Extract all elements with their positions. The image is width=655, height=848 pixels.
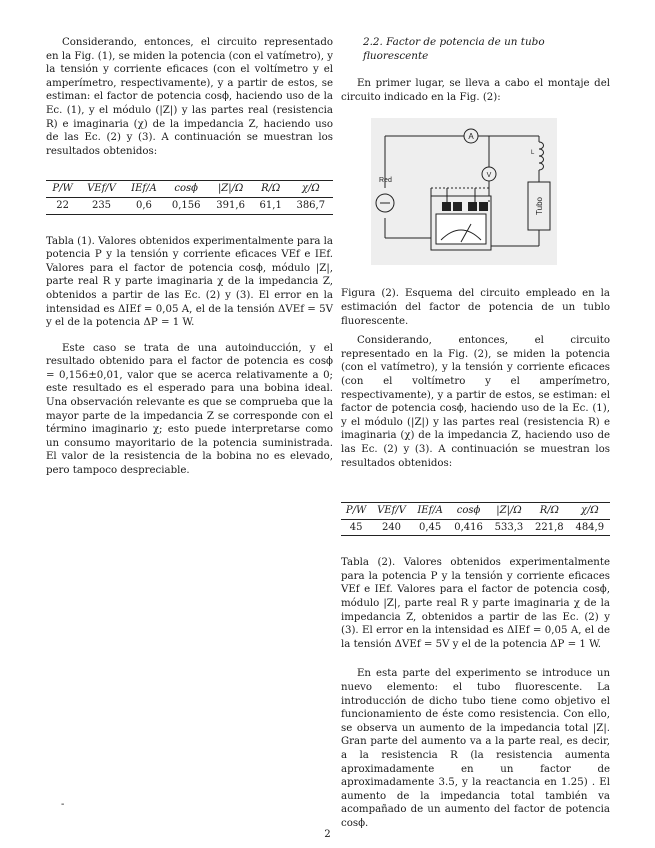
table-1-cell: 391,6 bbox=[208, 197, 252, 214]
table-1-header: χ/Ω bbox=[289, 181, 333, 198]
table-1-cell: 22 bbox=[46, 197, 79, 214]
table-2-cell: 221,8 bbox=[529, 519, 569, 536]
inductor-label: L bbox=[531, 150, 535, 157]
terminal bbox=[442, 202, 451, 211]
table-1-header: |Z|/Ω bbox=[208, 181, 252, 198]
table-2-header: R/Ω bbox=[529, 503, 569, 520]
table-2 bbox=[341, 502, 610, 536]
table-1-cell: 0,6 bbox=[124, 197, 164, 214]
table-2-cell: 0,416 bbox=[448, 519, 488, 536]
table-2-header: |Z|/Ω bbox=[489, 503, 529, 520]
table-1-header: VEf/V bbox=[79, 181, 124, 198]
section-title: 2.2. Factor de potencia de un tubo fluorescente bbox=[363, 36, 545, 62]
source-label: Red bbox=[379, 177, 392, 185]
circuit-diagram bbox=[371, 118, 557, 265]
table-1-header: P/W bbox=[46, 181, 79, 198]
table-1-cell: 61,1 bbox=[253, 197, 289, 214]
tube-label: Tubo bbox=[535, 197, 544, 216]
table-2-header: VEf/V bbox=[371, 503, 412, 520]
wattmeter-dial bbox=[436, 214, 486, 244]
table-2-header: cosϕ bbox=[448, 503, 488, 520]
left-discussion-paragraph: Este caso se trata de una autoinducción, y el resultado obtenido para el factor de potencia es cosϕ = 0,156±0,01, valor que se acerca relativamente a 0; este resultado es el esperado para una bobina ideal. Una observación relevante es que se comprueba que la mayor parte de la impedancia Z se corresponde con el término imaginario χ; esto puede interpretarse como un consumo mayoritario de la potencia suministrada. El valor de la resistencia de la bobina no es elevado, pero tampoco despreciable. bbox=[46, 342, 333, 477]
table-2-header-row bbox=[341, 503, 610, 520]
right-second-paragraph: Considerando, entonces, el circuito representado en la Fig. (2), se miden la potencia (con el vatímetro), y la tensión y corriente eficaces (con el voltímetro y el amperímetro, respectivamente), y a partir de estos, se estiman: el factor de potencia cosϕ, haciendo uso de la Ec. (1), y el módulo (|Z|) y las partes real (resistencia R) e imaginaria (χ) de la impedancia Z, haciendo uso de las Ec. (2) y (3). A continuación se muestran los resultados obtenidos: bbox=[341, 335, 610, 469]
right-discussion-paragraph: En esta parte del experimento se introduce un nuevo elemento: el tubo fluorescente. La introducción de dicho tubo tiene como objetivo el funcionamiento de éste como resistencia. Con ello, se observa un aumento de la impedancia total |Z|. Gran parte del aumento va a la parte real, es decir, a la resistencia R (la resistencia aumenta aproximadamente en un factor de aproximadamente 3.5, y la reactancia en 1.25) . El aumento de la impedancia total también va acompañado de un aumento del factor de potencia cosϕ. bbox=[341, 668, 610, 829]
table-2-header: P/W bbox=[341, 503, 371, 520]
voltmeter-label: V bbox=[486, 172, 492, 180]
table-row bbox=[341, 519, 610, 536]
table-1 bbox=[46, 180, 333, 214]
terminal bbox=[453, 202, 462, 211]
table-2-cell: 0,45 bbox=[412, 519, 449, 536]
table-row bbox=[46, 197, 333, 214]
table-2-caption: Tabla (2). Valores obtenidos experimentalmente para la potencia P y la tensión y corriente eficaces VEf e IEf. Valores para el factor de potencia cosϕ, módulo |Z|, parte real R y parte imaginaria χ de la impedancia Z, obtenidos a partir de las Ec. (2) y (3). El error en la intensidad es ΔIEf = 0,05 A, el de la tensión ΔVEf = 5V y el de la potencia ΔP = 1 W. bbox=[341, 557, 610, 650]
table-2-cell: 45 bbox=[341, 519, 371, 536]
terminal bbox=[479, 202, 488, 211]
table-1-header: IEf/A bbox=[124, 181, 164, 198]
left-intro-paragraph: Considerando, entonces, el circuito representado en la Fig. (1), se miden la potencia (con el vatímetro), y la tensión y corriente eficaces (con el voltímetro y el amperímetro, respectivamente), y a partir de estos, se estiman: el factor de potencia cosϕ, haciendo uso de la Ec. (1), y el módulo (|Z|) y las partes real (resistencia R) e imaginaria (χ) de la impedancia Z, haciendo uso de las Ec. (2) y (3). A continuación se muestran los resultados obtenidos: bbox=[46, 37, 333, 157]
circuit-figure bbox=[371, 118, 557, 265]
table-2-header: χ/Ω bbox=[570, 503, 610, 520]
right-column bbox=[341, 36, 610, 831]
table-1-cell: 386,7 bbox=[289, 197, 333, 214]
table-1-caption: Tabla (1). Valores obtenidos experimentalmente para la potencia P y la tensión y corriente eficaces VEf e IEf. Valores para el factor de potencia cosϕ, módulo |Z|, parte real R y parte imaginaria χ de la impedancia Z, obtenidos a partir de las Ec. (2) y (3). El error en la intensidad es ΔIEf = 0,05 A, el de la tensión ΔVEf = 5V y el de la potencia ΔP = 1 W. bbox=[46, 235, 333, 329]
terminal bbox=[468, 202, 477, 211]
table-2-cell: 484,9 bbox=[570, 519, 610, 536]
figure-2-caption: Figura (2). Esquema del circuito empleado en la estimación del factor de potencia de un tublo fluorescente. bbox=[341, 288, 610, 327]
table-1-header: cosϕ bbox=[164, 181, 208, 198]
table-1-cell: 0,156 bbox=[164, 197, 208, 214]
right-intro-paragraph: En primer lugar, se lleva a cabo el montaje del circuito indicado en la Fig. (2): bbox=[341, 78, 610, 103]
table-1-cell: 235 bbox=[79, 197, 124, 214]
table-1-header-row bbox=[46, 181, 333, 198]
table-2-cell: 533,3 bbox=[489, 519, 529, 536]
table-2-cell: 240 bbox=[371, 519, 412, 536]
page-number: 2 bbox=[324, 829, 331, 840]
left-column bbox=[46, 36, 333, 478]
ammeter-label: A bbox=[468, 132, 474, 142]
footer-dash: - bbox=[61, 799, 65, 810]
table-1-header: R/Ω bbox=[253, 181, 289, 198]
table-2-header: IEf/A bbox=[412, 503, 449, 520]
